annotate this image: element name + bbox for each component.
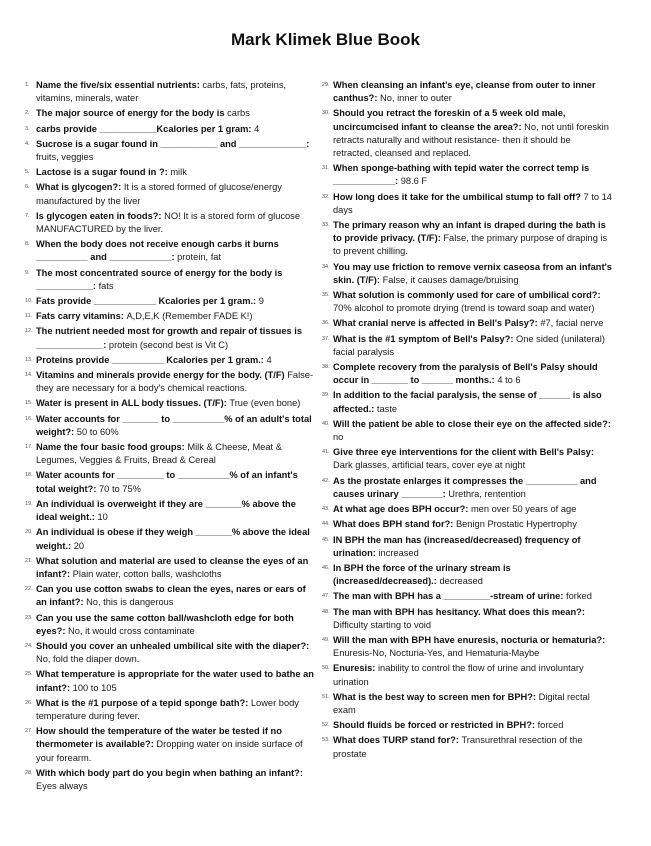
answer-text: Digital rectal exam xyxy=(333,691,590,715)
flashcard-item xyxy=(322,518,612,531)
item-number: 21. xyxy=(25,557,33,564)
item-number: 19. xyxy=(25,500,33,507)
answer-text: no xyxy=(333,432,344,443)
answer-text: milk xyxy=(170,167,187,178)
flashcard-item xyxy=(25,267,315,293)
question-text: Name the five/six essential nutrients: xyxy=(36,80,203,90)
item-number: 42. xyxy=(322,477,330,484)
flashcard-item xyxy=(25,413,315,439)
item-number: 31. xyxy=(322,165,330,172)
flashcard-item xyxy=(25,181,315,207)
question-text: What solution is commonly used for care of umbilical cord?: xyxy=(333,290,601,301)
flashcard-item xyxy=(25,668,315,694)
question-text: Fats carry vitamins: xyxy=(36,311,127,322)
flashcard-item xyxy=(25,354,315,367)
question-text: An individual is obese if they weigh _______% above the ideal weight.: xyxy=(36,527,310,551)
item-number: 22. xyxy=(25,586,33,593)
question-text: Proteins provide __________ Kcalories per 1 gram.: xyxy=(36,354,267,365)
question-text: An individual is overweight if they are _______% above the ideal weight.: xyxy=(36,498,296,523)
flashcard-item xyxy=(322,317,612,330)
answer-text: Dropping water on inside surface of your forearm. xyxy=(36,739,303,763)
flashcard-item xyxy=(25,138,315,164)
flashcard-item xyxy=(322,562,612,588)
question-text: What does TURP stand for?: xyxy=(333,735,462,746)
flashcard-item xyxy=(322,191,612,217)
answer-text: 50 to 60% xyxy=(76,426,119,437)
question-text: What does BPH stand for?: xyxy=(333,519,456,530)
item-number: 13. xyxy=(25,356,33,363)
flashcard-item xyxy=(25,295,315,308)
answer-text: increased xyxy=(378,547,419,558)
flashcard-item xyxy=(322,534,612,560)
answer-text: No, fold the diaper down. xyxy=(36,654,140,665)
question-text: carbs provide ___________Kcalories per 1 gram: xyxy=(36,123,255,134)
answer-text: 98.6 F xyxy=(400,176,428,187)
item-number: 44. xyxy=(322,521,330,528)
answer-text: One sided (unilateral) facial paralysis xyxy=(333,333,605,357)
question-text: The nutrient needed most for growth and repair of tissues is _____________: xyxy=(36,326,303,350)
question-text: The man with BPH has hesitancy. What does this mean?: xyxy=(333,606,585,617)
flashcard-item xyxy=(25,526,315,552)
item-number: 20. xyxy=(25,529,33,536)
item-number: 28. xyxy=(25,769,33,776)
item-number: 43. xyxy=(322,506,330,513)
flashcard-item xyxy=(25,397,315,410)
answer-text: men over 50 years of age xyxy=(470,504,577,515)
item-number: 15. xyxy=(25,400,33,407)
answer-text: carbs, fats, proteins, vitamins, minerals, water xyxy=(36,80,287,104)
question-text: Name the four basic food groups: xyxy=(36,442,188,453)
question-text: The man with BPH has a _________-stream of urine: xyxy=(333,591,567,602)
answer-text: 9 xyxy=(258,296,264,307)
flashcard-item xyxy=(322,503,612,516)
question-text: With which body part do you begin when bathing an infant?: xyxy=(36,767,303,778)
item-number: 33. xyxy=(322,222,330,229)
flashcard-item xyxy=(25,725,315,765)
flashcard-item xyxy=(25,469,315,495)
answer-text: Lower body temperature during fever. xyxy=(36,697,299,721)
flashcard-item xyxy=(322,606,612,632)
item-number: 47. xyxy=(322,593,330,600)
item-number: 34. xyxy=(322,263,330,270)
item-number: 30. xyxy=(322,110,330,117)
question-text: The most concentrated source of energy for the body is ___________: xyxy=(36,267,283,291)
answer-text: 7 to 14 days xyxy=(333,191,612,215)
item-number: 50. xyxy=(322,665,330,672)
question-text: The primary reason why an infant is draped during the bath is to provide privacy. (T/F): xyxy=(333,220,606,244)
flashcard-item xyxy=(322,107,612,160)
question-text: Should you retract the foreskin of a 5 week old male, uncircumcised infant to cleanse the area?: xyxy=(333,108,566,132)
answer-text: NO! It is a stored form of glucose MANUFACTURED by the liver. xyxy=(36,210,300,235)
item-number: 12. xyxy=(25,328,33,335)
page-title: Mark Klimek Blue Book xyxy=(231,30,420,49)
item-number: 24. xyxy=(25,642,33,649)
item-number: 49. xyxy=(322,636,330,643)
answer-text: Benign Prostatic Hypertrophy xyxy=(455,519,577,530)
flashcard-item xyxy=(322,219,612,259)
flashcard-item xyxy=(322,691,612,717)
flashcard-item xyxy=(25,640,315,666)
flashcard-item xyxy=(322,662,612,688)
question-text: Will the patient be able to close their eye on the affected side?: xyxy=(333,418,611,429)
question-text: Lactose is a sugar found in ?: xyxy=(36,167,171,178)
question-text: What is the best way to screen men for BPH?: xyxy=(333,691,539,702)
question-text: What solution and material are used to cleanse the eyes of an infant?: xyxy=(36,555,309,579)
answer-text: fats xyxy=(98,280,114,291)
flashcard-item xyxy=(322,734,612,760)
answer-text: Eyes always xyxy=(36,780,88,791)
question-text: Give three eye interventions for the client with Bell's Palsy: xyxy=(333,447,595,458)
answer-text: forked xyxy=(566,591,592,602)
item-number: 29. xyxy=(322,82,330,88)
flashcard-item xyxy=(322,261,612,287)
item-number: 9. xyxy=(25,269,30,276)
question-text: Can you use cotton swabs to clean the eyes, nares or ears of an infant?: xyxy=(36,584,306,608)
flashcard-item xyxy=(25,583,315,609)
question-text: Enuresis: xyxy=(333,663,378,674)
flashcard-item xyxy=(322,475,612,501)
item-number: 37. xyxy=(322,335,330,342)
item-number: 11. xyxy=(25,313,33,320)
item-number: 2. xyxy=(25,110,30,117)
item-number: 53. xyxy=(322,737,330,744)
answer-text: protein, fat xyxy=(177,252,222,263)
question-text: How long does it take for the umbilical stump to fall off? xyxy=(333,191,584,202)
flashcard-item xyxy=(322,162,612,188)
answer-text: carbs xyxy=(227,108,250,119)
item-number: 3. xyxy=(25,125,30,132)
flashcard-item xyxy=(25,767,315,793)
answer-text: No, not until foreskin retracts naturally and without resistance- then it should be retracted, cleansed and replaced. xyxy=(333,121,609,159)
item-number: 5. xyxy=(25,169,30,176)
item-number: 27. xyxy=(25,728,33,735)
answer-text: Plain water, cotton balls, washcloths xyxy=(72,568,222,579)
question-text: What temperature is appropriate for the water used to bathe an infant?: xyxy=(36,669,314,693)
question-text: When the body does not receive enough carbs it burns __________ and ____________: xyxy=(36,239,279,263)
answer-text: False- they are necessary for a body's chemical reactions. xyxy=(36,370,314,394)
question-text: Vitamins and minerals provide energy for the body. (T/F) xyxy=(36,370,288,381)
item-number: 36. xyxy=(322,320,330,327)
question-text: Can you use the same cotton ball/washcloth edge for both eyes?: xyxy=(36,612,294,636)
answer-text: taste xyxy=(376,403,398,414)
flashcard-item xyxy=(322,418,612,444)
question-text: What cranial nerve is affected in Bell's Palsy?: xyxy=(333,318,541,329)
answer-text: 20 xyxy=(73,540,85,551)
item-number: 38. xyxy=(322,364,330,371)
item-number: 10. xyxy=(25,298,33,305)
answer-text: It is a stored formed of glucose/energy manufactured by the liver xyxy=(36,182,282,206)
flashcard-item xyxy=(322,289,612,315)
question-text: Water is present in ALL body tissues. (T/F): xyxy=(36,398,230,409)
answer-text: Dark glasses, artificial tears, cover eye at night xyxy=(333,460,526,471)
question-text: Is glycogen eaten in foods?: xyxy=(36,210,165,221)
question-text: In BPH the force of the urinary stream is (increased/decreased).: xyxy=(333,562,511,587)
item-number: 14. xyxy=(25,372,33,379)
flashcard-item xyxy=(25,441,315,467)
answer-text: decreased xyxy=(439,576,483,587)
answer-text: 70% alcohol to promote drying (trend is toward soap and water) xyxy=(333,303,595,314)
flashcard-item xyxy=(322,446,612,472)
question-text: Fats provide ____________ Kcalories per 1 gram.: xyxy=(36,296,259,307)
flashcard-item xyxy=(25,310,315,323)
flashcard-item xyxy=(25,107,315,120)
question-text: IN BPH the man has (increased/decreased) frequency of urination: xyxy=(333,534,581,558)
flashcard-item xyxy=(25,210,315,236)
answer-text: 10 xyxy=(97,512,108,523)
flashcard-item xyxy=(322,590,612,603)
flashcard-item xyxy=(25,612,315,638)
question-text: Should fluids be forced or restricted in BPH?: xyxy=(333,720,538,731)
answer-text: forced xyxy=(537,720,564,731)
question-text: When sponge-bathing with tepid water the correct temp is ____________: xyxy=(333,163,590,187)
answer-text: protein (second best is Vit C) xyxy=(108,339,229,350)
item-number: 8. xyxy=(25,241,30,248)
item-number: 6. xyxy=(25,184,30,191)
item-number: 40. xyxy=(322,420,330,427)
flashcard-item xyxy=(25,166,315,179)
answer-text: Urethra, rentention xyxy=(448,488,526,499)
answer-text: True (even bone) xyxy=(229,398,301,409)
item-number: 35. xyxy=(322,292,330,299)
flashcard-item xyxy=(322,634,612,660)
flashcard-item xyxy=(25,697,315,723)
item-number: 48. xyxy=(322,608,330,615)
flashcard-item xyxy=(25,555,315,581)
item-number: 4. xyxy=(25,140,30,147)
question-text: What is the #1 purpose of a tepid sponge bath?: xyxy=(36,697,251,708)
answer-text: 4 to 6 xyxy=(497,375,521,386)
answer-text: A,D,E,K (Remember FADE K!) xyxy=(126,311,253,322)
left-column xyxy=(25,79,315,795)
question-text: At what age does BPH occur?: xyxy=(333,504,471,515)
item-number: 26. xyxy=(25,699,33,706)
item-number: 45. xyxy=(322,536,330,543)
right-column xyxy=(322,79,612,763)
answer-text: 100 to 105 xyxy=(72,682,117,693)
item-number: 51. xyxy=(322,693,330,700)
question-text: What is glycogen?: xyxy=(36,182,124,193)
answer-text: False, it causes damage/bruising xyxy=(382,274,519,285)
flashcard-item xyxy=(322,333,612,359)
flashcard-item xyxy=(25,325,315,351)
answer-text: No, this is dangerous xyxy=(86,597,174,608)
answer-text: Transurethral resection of the prostate xyxy=(333,735,583,759)
flashcard-item xyxy=(322,79,612,105)
question-text: Should you cover an unhealed umbilical site with the diaper?: xyxy=(36,640,310,651)
item-number: 46. xyxy=(322,564,330,571)
answer-text: 4 xyxy=(254,123,260,134)
item-number: 41. xyxy=(322,449,330,456)
item-number: 1. xyxy=(25,82,30,88)
answer-text: #7, facial nerve xyxy=(540,318,604,329)
answer-text: fruits, veggies xyxy=(36,152,94,163)
answer-text: No, inner to outer xyxy=(380,93,452,104)
question-text: How should the temperature of the water be tested if no thermometer is available?: xyxy=(36,726,282,750)
item-number: 25. xyxy=(25,671,33,678)
question-text: The major source of energy for the body is xyxy=(36,108,228,119)
item-number: 17. xyxy=(25,444,33,451)
question-text: You may use friction to remove vernix caseosa from an infant's skin. (T/F): xyxy=(333,261,612,285)
flashcard-item xyxy=(322,361,612,387)
item-number: 52. xyxy=(322,722,330,729)
answer-text: 70 to 75% xyxy=(99,483,141,494)
item-number: 7. xyxy=(25,212,30,219)
flashcard-item xyxy=(322,389,612,415)
question-text: Water acounts for _________ to __________% of an infant's total weight?: xyxy=(36,470,298,494)
item-number: 32. xyxy=(322,193,330,200)
item-number: 18. xyxy=(25,472,33,479)
flashcard-item xyxy=(25,123,315,136)
answer-text: Difficulty starting to void xyxy=(333,619,432,630)
answer-text: Enuresis-No, Nocturia-Yes, and Hematuria-Maybe xyxy=(333,648,540,659)
item-number: 23. xyxy=(25,614,33,621)
question-text: In addition to the facial paralysis, the sense of ______ is also affected.: xyxy=(333,390,602,414)
flashcard-item xyxy=(25,498,315,524)
flashcard-item xyxy=(25,369,315,395)
question-text: Will the man with BPH have enuresis, nocturia or hematuria?: xyxy=(333,634,606,645)
question-text: As the prostate enlarges it compresses the __________ and causes urinary ________: xyxy=(333,475,597,499)
question-text: Complete recovery from the paralysis of Bell's Palsy should occur in _______ to ______ months.: xyxy=(333,362,598,386)
question-text: When cleansing an infant's eye, cleanse from outer to inner canthus?: xyxy=(333,80,596,104)
question-text: Water accounts for _______ to __________% of an adult's total weight?: xyxy=(36,413,312,437)
answer-text: Milk & Cheese, Meat & Legumes, Veggies & Fruits, Bread & Cereal xyxy=(36,442,282,466)
question-text: Sucrose is a sugar found in ___________ and _____________: xyxy=(36,138,310,149)
item-number: 39. xyxy=(322,392,330,399)
answer-text: 4 xyxy=(266,354,272,365)
item-number: 16. xyxy=(25,415,33,422)
flashcard-item xyxy=(25,79,315,105)
answer-text: No, it would cross contaminate xyxy=(68,625,195,636)
flashcard-item xyxy=(25,238,315,264)
answer-text: False, the primary purpose of draping is to prevent chilling. xyxy=(333,233,608,257)
flashcard-item xyxy=(322,719,612,732)
answer-text: inability to control the flow of urine and involuntary urination xyxy=(333,663,584,687)
question-text: What is the #1 symptom of Bell's Palsy?: xyxy=(333,333,517,344)
